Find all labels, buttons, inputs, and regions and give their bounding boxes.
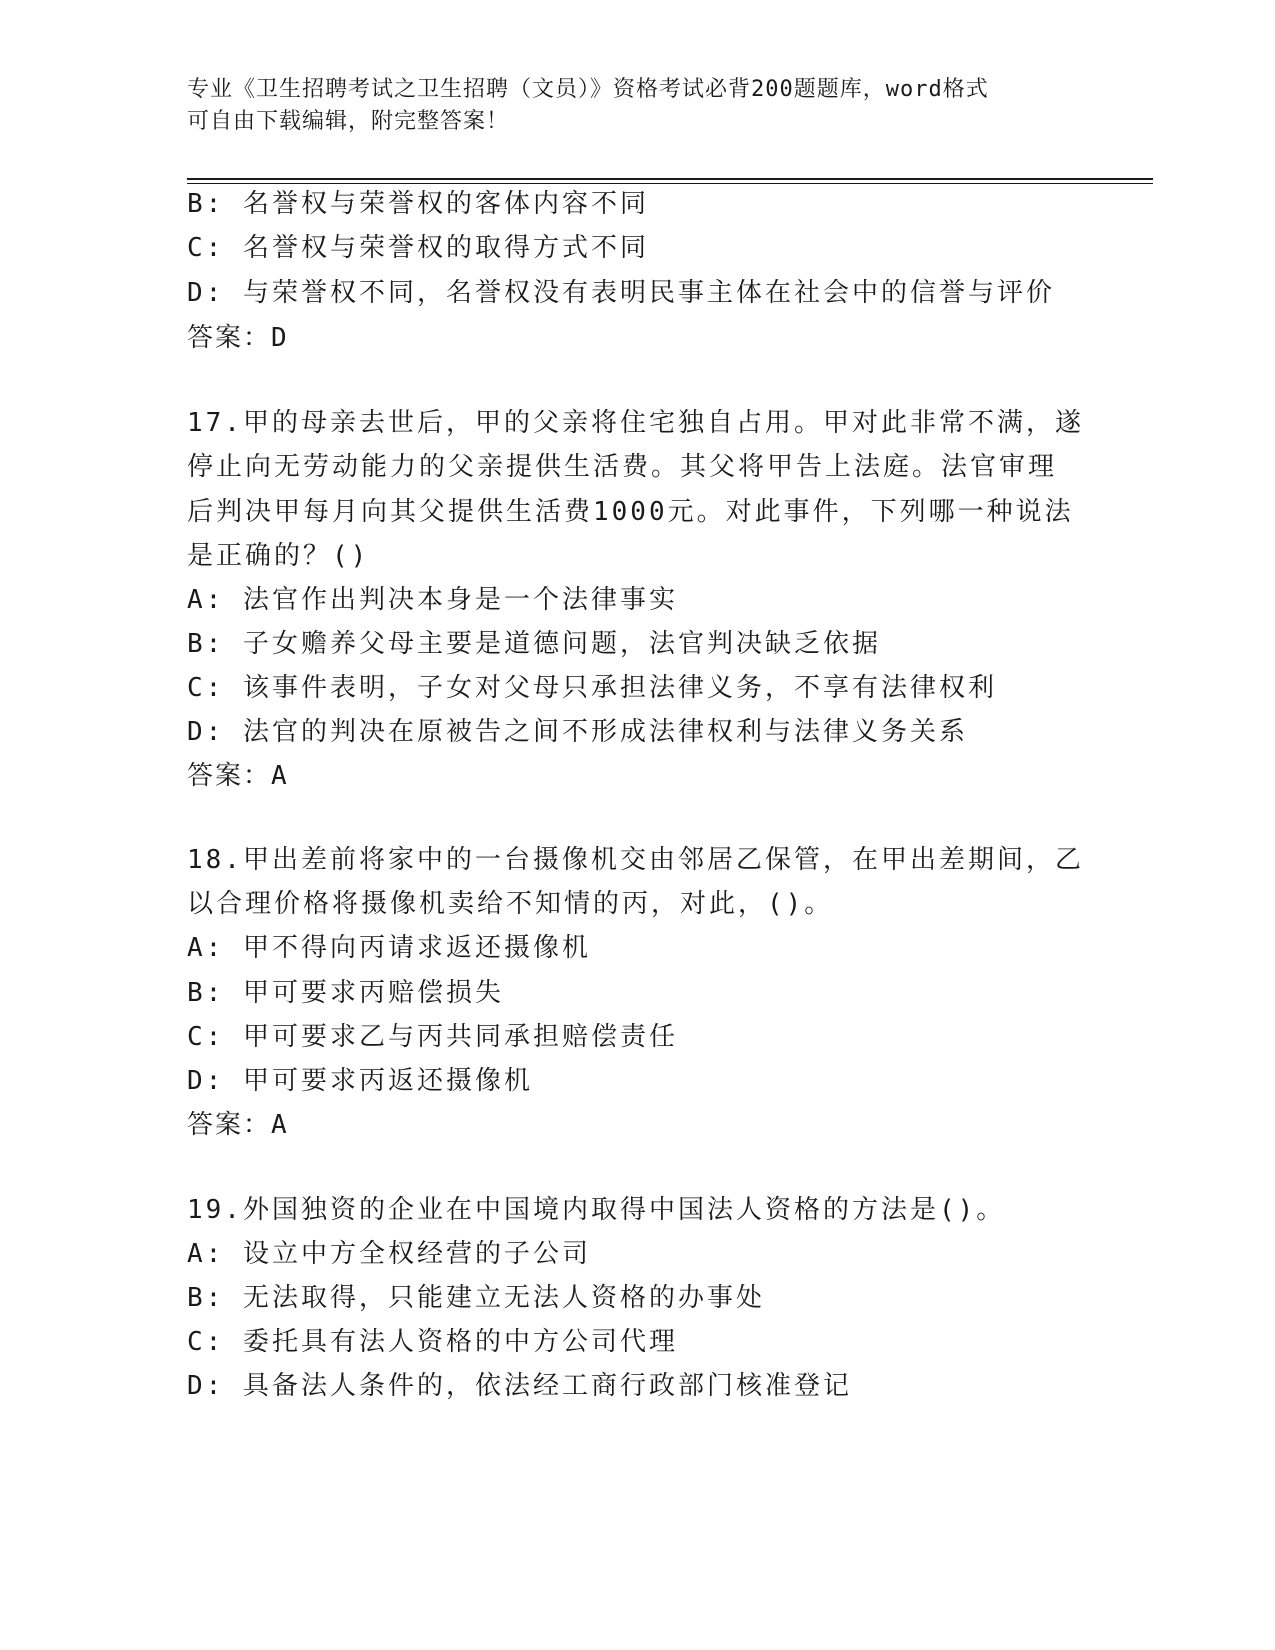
q16-option-c: C: 名誉权与荣誉权的取得方式不同 [187,233,649,263]
q19-option-b: B: 无法取得，只能建立无法人资格的办事处 [187,1283,765,1313]
q16-option-d: D: 与荣誉权不同，名誉权没有表明民事主体在社会中的信誉与评价 [187,278,1055,308]
q18-stem-line-1: 18.甲出差前将家中的一台摄像机交由邻居乙保管，在甲出差期间，乙 [187,845,1084,875]
q18-option-a: A: 甲不得向丙请求返还摄像机 [187,933,591,963]
q17-answer: 答案：A [187,761,289,791]
q17-option-d: D: 法官的判决在原被告之间不形成法律权利与法律义务关系 [187,717,968,747]
q18-option-d: D: 甲可要求丙返还摄像机 [187,1066,533,1096]
q17-option-a: A: 法官作出判决本身是一个法律事实 [187,585,678,615]
header-line-2: 可自由下载编辑，附完整答案！ [187,109,510,134]
q18-option-b: B: 甲可要求丙赔偿损失 [187,978,504,1008]
q17-option-c: C: 该事件表明，子女对父母只承担法律义务，不享有法律权利 [187,673,997,703]
header-rule-thick [187,178,1153,180]
q18-stem-line-2: 以合理价格将摄像机卖给不知情的丙，对此，()。 [187,889,834,919]
q17-stem-line-4: 是正确的？() [187,541,370,571]
q17-stem-line-2: 停止向无劳动能力的父亲提供生活费。其父将甲告上法庭。法官审理 [187,452,1058,482]
q16-answer: 答案：D [187,323,289,353]
q19-option-c: C: 委托具有法人资格的中方公司代理 [187,1327,678,1357]
q16-option-b: B: 名誉权与荣誉权的客体内容不同 [187,189,649,219]
q18-answer: 答案：A [187,1110,289,1140]
header-line-1: 专业《卫生招聘考试之卫生招聘（文员）》资格考试必背200题题库，word格式 [187,77,989,102]
q19-option-a: A: 设立中方全权经营的子公司 [187,1239,591,1269]
q19-stem-line-1: 19.外国独资的企业在中国境内取得中国法人资格的方法是()。 [187,1195,1006,1225]
q17-stem-line-1: 17.甲的母亲去世后，甲的父亲将住宅独自占用。甲对此非常不满，遂 [187,408,1084,438]
q17-option-b: B: 子女赡养父母主要是道德问题，法官判决缺乏依据 [187,629,881,659]
header-title [187,74,1087,138]
q19-option-d: D: 具备法人条件的，依法经工商行政部门核准登记 [187,1371,852,1401]
q17-stem-line-3: 后判决甲每月向其父提供生活费1000元。对此事件，下列哪一种说法 [187,497,1074,527]
q18-option-c: C: 甲可要求乙与丙共同承担赔偿责任 [187,1022,678,1052]
header-rule-thin [187,183,1153,184]
